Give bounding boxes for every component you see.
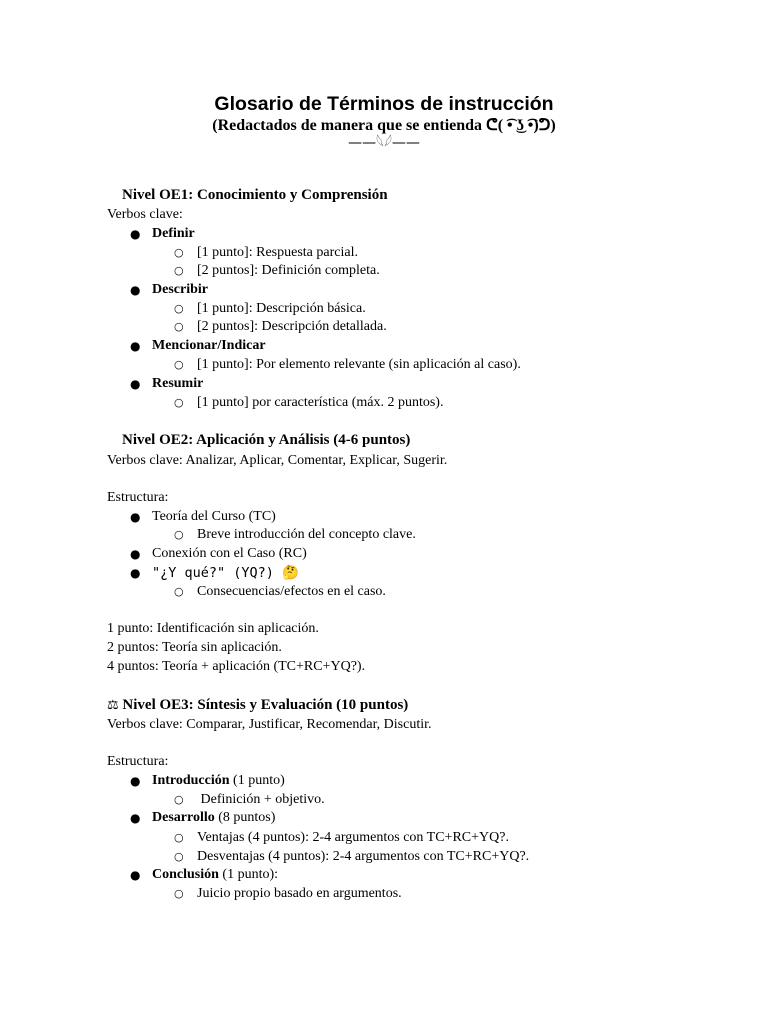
sub-bullet-icon: ○	[174, 850, 184, 863]
oe2-scoring-line: 1 punto: Identificación sin aplicación.	[107, 621, 319, 636]
oe2-item-yq: "¿Y qué?" (YQ?) 🤔	[152, 565, 299, 581]
bullet-icon: ●	[130, 339, 141, 353]
sub-bullet-icon: ○	[174, 396, 184, 409]
sub-bullet-icon: ○	[174, 793, 184, 806]
oe3-item-points: (1 punto):	[218, 867, 279, 882]
oe3-item-introduccion	[152, 772, 285, 790]
decorative-divider: ——𓆩𓆪——	[348, 135, 420, 151]
oe2-subitem: Consecuencias/efectos en el caso.	[197, 584, 386, 599]
oe3-item-label: Desarrollo	[152, 810, 215, 825]
oe1-item-resumir: Resumir	[152, 376, 204, 391]
bullet-icon: ●	[130, 283, 141, 297]
oe1-subitem: [2 puntos]: Descripción detallada.	[197, 319, 387, 334]
oe3-item-points: (8 puntos)	[214, 810, 276, 825]
oe3-subitem: Juicio propio basado en argumentos.	[197, 886, 402, 901]
oe1-subitem: [2 puntos]: Definición completa.	[197, 263, 380, 278]
sub-bullet-icon: ○	[174, 320, 184, 333]
oe3-subitem: Ventajas (4 puntos): 2-4 argumentos con TC+RC+YQ?.	[197, 830, 509, 845]
bullet-icon: ●	[130, 566, 141, 580]
sub-bullet-icon: ○	[174, 264, 184, 277]
oe1-subitem: [1 punto]: Respuesta parcial.	[197, 245, 358, 260]
bullet-icon: ●	[130, 227, 141, 241]
sub-bullet-icon: ○	[174, 246, 184, 259]
sub-bullet-icon: ○	[174, 528, 184, 541]
oe3-heading: Nivel OE3: Síntesis y Evaluación (10 puntos)	[122, 697, 409, 713]
bullet-icon: ●	[130, 377, 141, 391]
bullet-icon: ●	[130, 510, 141, 524]
oe2-verbs: Verbos clave: Analizar, Aplicar, Comentar, Explicar, Sugerir.	[107, 453, 448, 468]
oe2-heading: Nivel OE2: Aplicación y Análisis (4-6 puntos)	[122, 432, 411, 448]
oe2-subitem: Breve introducción del concepto clave.	[197, 527, 416, 542]
oe3-subitem: Desventajas (4 puntos): 2-4 argumentos con TC+RC+YQ?.	[197, 849, 530, 864]
sub-bullet-icon: ○	[174, 585, 184, 598]
oe2-structure-label: Estructura:	[107, 490, 169, 505]
oe1-verbs-label: Verbos clave:	[107, 207, 183, 222]
oe2-item-tc: Teoría del Curso (TC)	[152, 509, 276, 524]
oe3-item-label: Conclusión	[152, 867, 219, 882]
oe3-structure-label: Estructura:	[107, 754, 169, 769]
sub-bullet-icon: ○	[174, 887, 184, 900]
oe1-heading: Nivel OE1: Conocimiento y Comprensión	[122, 187, 388, 203]
oe2-scoring-line: 2 puntos: Teoría sin aplicación.	[107, 640, 282, 655]
bullet-icon: ●	[130, 811, 141, 825]
oe1-subitem: [1 punto]: Descripción básica.	[197, 301, 366, 316]
balance-scale-icon: ⚖	[107, 698, 119, 713]
sub-bullet-icon: ○	[174, 302, 184, 315]
bullet-icon: ●	[130, 547, 141, 561]
oe1-item-definir: Definir	[152, 226, 195, 241]
oe3-subitem: Definición + objetivo.	[197, 792, 325, 807]
document-title: Glosario de Términos de instrucción	[214, 93, 554, 115]
oe2-item-rc: Conexión con el Caso (RC)	[152, 546, 307, 561]
sub-bullet-icon: ○	[174, 831, 184, 844]
sub-bullet-icon: ○	[174, 358, 184, 371]
oe1-item-mencionar: Mencionar/Indicar	[152, 338, 266, 353]
document-subtitle: (Redactados de manera que se entienda ᕦ( ͡• ͜ʖ ͡•)ᕤ)	[212, 117, 556, 134]
oe3-item-desarrollo	[152, 809, 275, 827]
oe1-subitem: [1 punto]: Por elemento relevante (sin aplicación al caso).	[197, 357, 521, 372]
bullet-icon: ●	[130, 868, 141, 882]
oe3-item-conclusion	[152, 866, 278, 884]
oe1-item-describir: Describir	[152, 282, 208, 297]
oe3-item-points: (1 punto)	[229, 773, 285, 788]
oe3-verbs: Verbos clave: Comparar, Justificar, Recomendar, Discutir.	[107, 717, 432, 732]
oe3-item-label: Introducción	[152, 773, 230, 788]
oe2-scoring-line: 4 puntos: Teoría + aplicación (TC+RC+YQ?).	[107, 659, 366, 674]
oe3-heading-row	[107, 696, 408, 715]
oe1-subitem: [1 punto] por característica (máx. 2 puntos).	[197, 395, 444, 410]
bullet-icon: ●	[130, 774, 141, 788]
